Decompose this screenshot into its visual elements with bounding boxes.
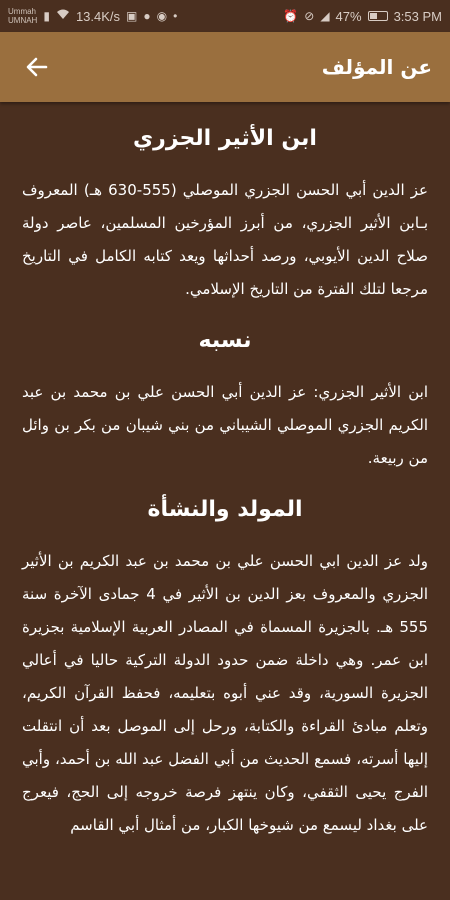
carrier-label — [8, 7, 37, 25]
section-title-lineage: نسبه — [198, 328, 252, 353]
author-content — [0, 102, 450, 842]
alarm-icon: ⏰ — [283, 9, 299, 23]
network-speed: 13.4K/s — [75, 8, 121, 24]
more-dots-icon: • — [173, 9, 178, 23]
section-body-birth: ولد عز الدين ابي الحسن علي بن محمد بن عبد الكريم بن الأثير الجزري والمعروف بعز الدين بن الأثير في 4 جمادى الآخرة سنة 555 هـ. بالجزيرة المسماة في المصادر العربية الإسلامية بجزيرة ابن عمر. وهي داخلة ضمن حدود الدولة التركية حاليا في أعالي الجزيرة السورية، وقد عني أبوه بتعليمه، فحفظ القرآن الكريم، وتعلم مبادئ القراءة والكتابة، ورحل إلى الموصل بعد أن انتقلت إليها أسرته، فسمع الحديث من أبي الفضل عبد الله بن أحمد، وأبي الفرج يحيى الثقفي، وكان ينتهز فرصة خروجه إلى الحج، فيعرج على بغداد ليسمع من شيوخها الكبار، من أمثال أبي القاسم — [22, 552, 428, 834]
page-title: عن المؤلف — [321, 55, 432, 79]
no-signal-icon: ⊘ — [304, 9, 315, 23]
sync-icon: ◉ — [156, 9, 168, 23]
status-bar — [0, 0, 450, 32]
clock: 3:53 PM — [393, 8, 442, 24]
signal-icon: ◢ — [320, 9, 330, 23]
section-title-author: ابن الأثير الجزري — [133, 126, 317, 151]
battery-percent: 47% — [335, 8, 362, 24]
notification-icon: ▣ — [126, 9, 138, 23]
section-title-birth: المولد والنشأة — [147, 497, 303, 522]
section-body-author: عز الدين أبي الحسن الجزري الموصلي (555-630 هـ) المعروف بـابن الأثير الجزري، من أبرز المؤرخين المسلمين، عاصر دولة صلاح الدين الأيوبي، ورصد أحداثها ويعد كتابه الكامل في التاريخ مرجعا لتلك الفترة من التاريخ الإسلامي. — [22, 181, 428, 298]
battery-level-fill — [370, 13, 378, 19]
wifi-icon — [56, 9, 70, 23]
carrier-line-1: Ummah — [8, 7, 37, 16]
sim-icon: ▮ — [43, 9, 50, 23]
messenger-icon: ● — [143, 9, 151, 23]
section-body-lineage: ابن الأثير الجزري: عز الدين أبي الحسن علي بن محمد بن عبد الكريم الجزري الموصلي الشيباني من بني شيبان من بكر بن وائل من ربيعة. — [22, 383, 428, 467]
arrow-left-icon — [26, 57, 48, 77]
carrier-line-2: UMNAH — [8, 16, 38, 25]
status-right — [283, 9, 442, 24]
back-button[interactable] — [22, 52, 52, 82]
battery-icon — [368, 11, 388, 21]
app-bar — [0, 32, 450, 102]
status-left — [8, 7, 177, 25]
